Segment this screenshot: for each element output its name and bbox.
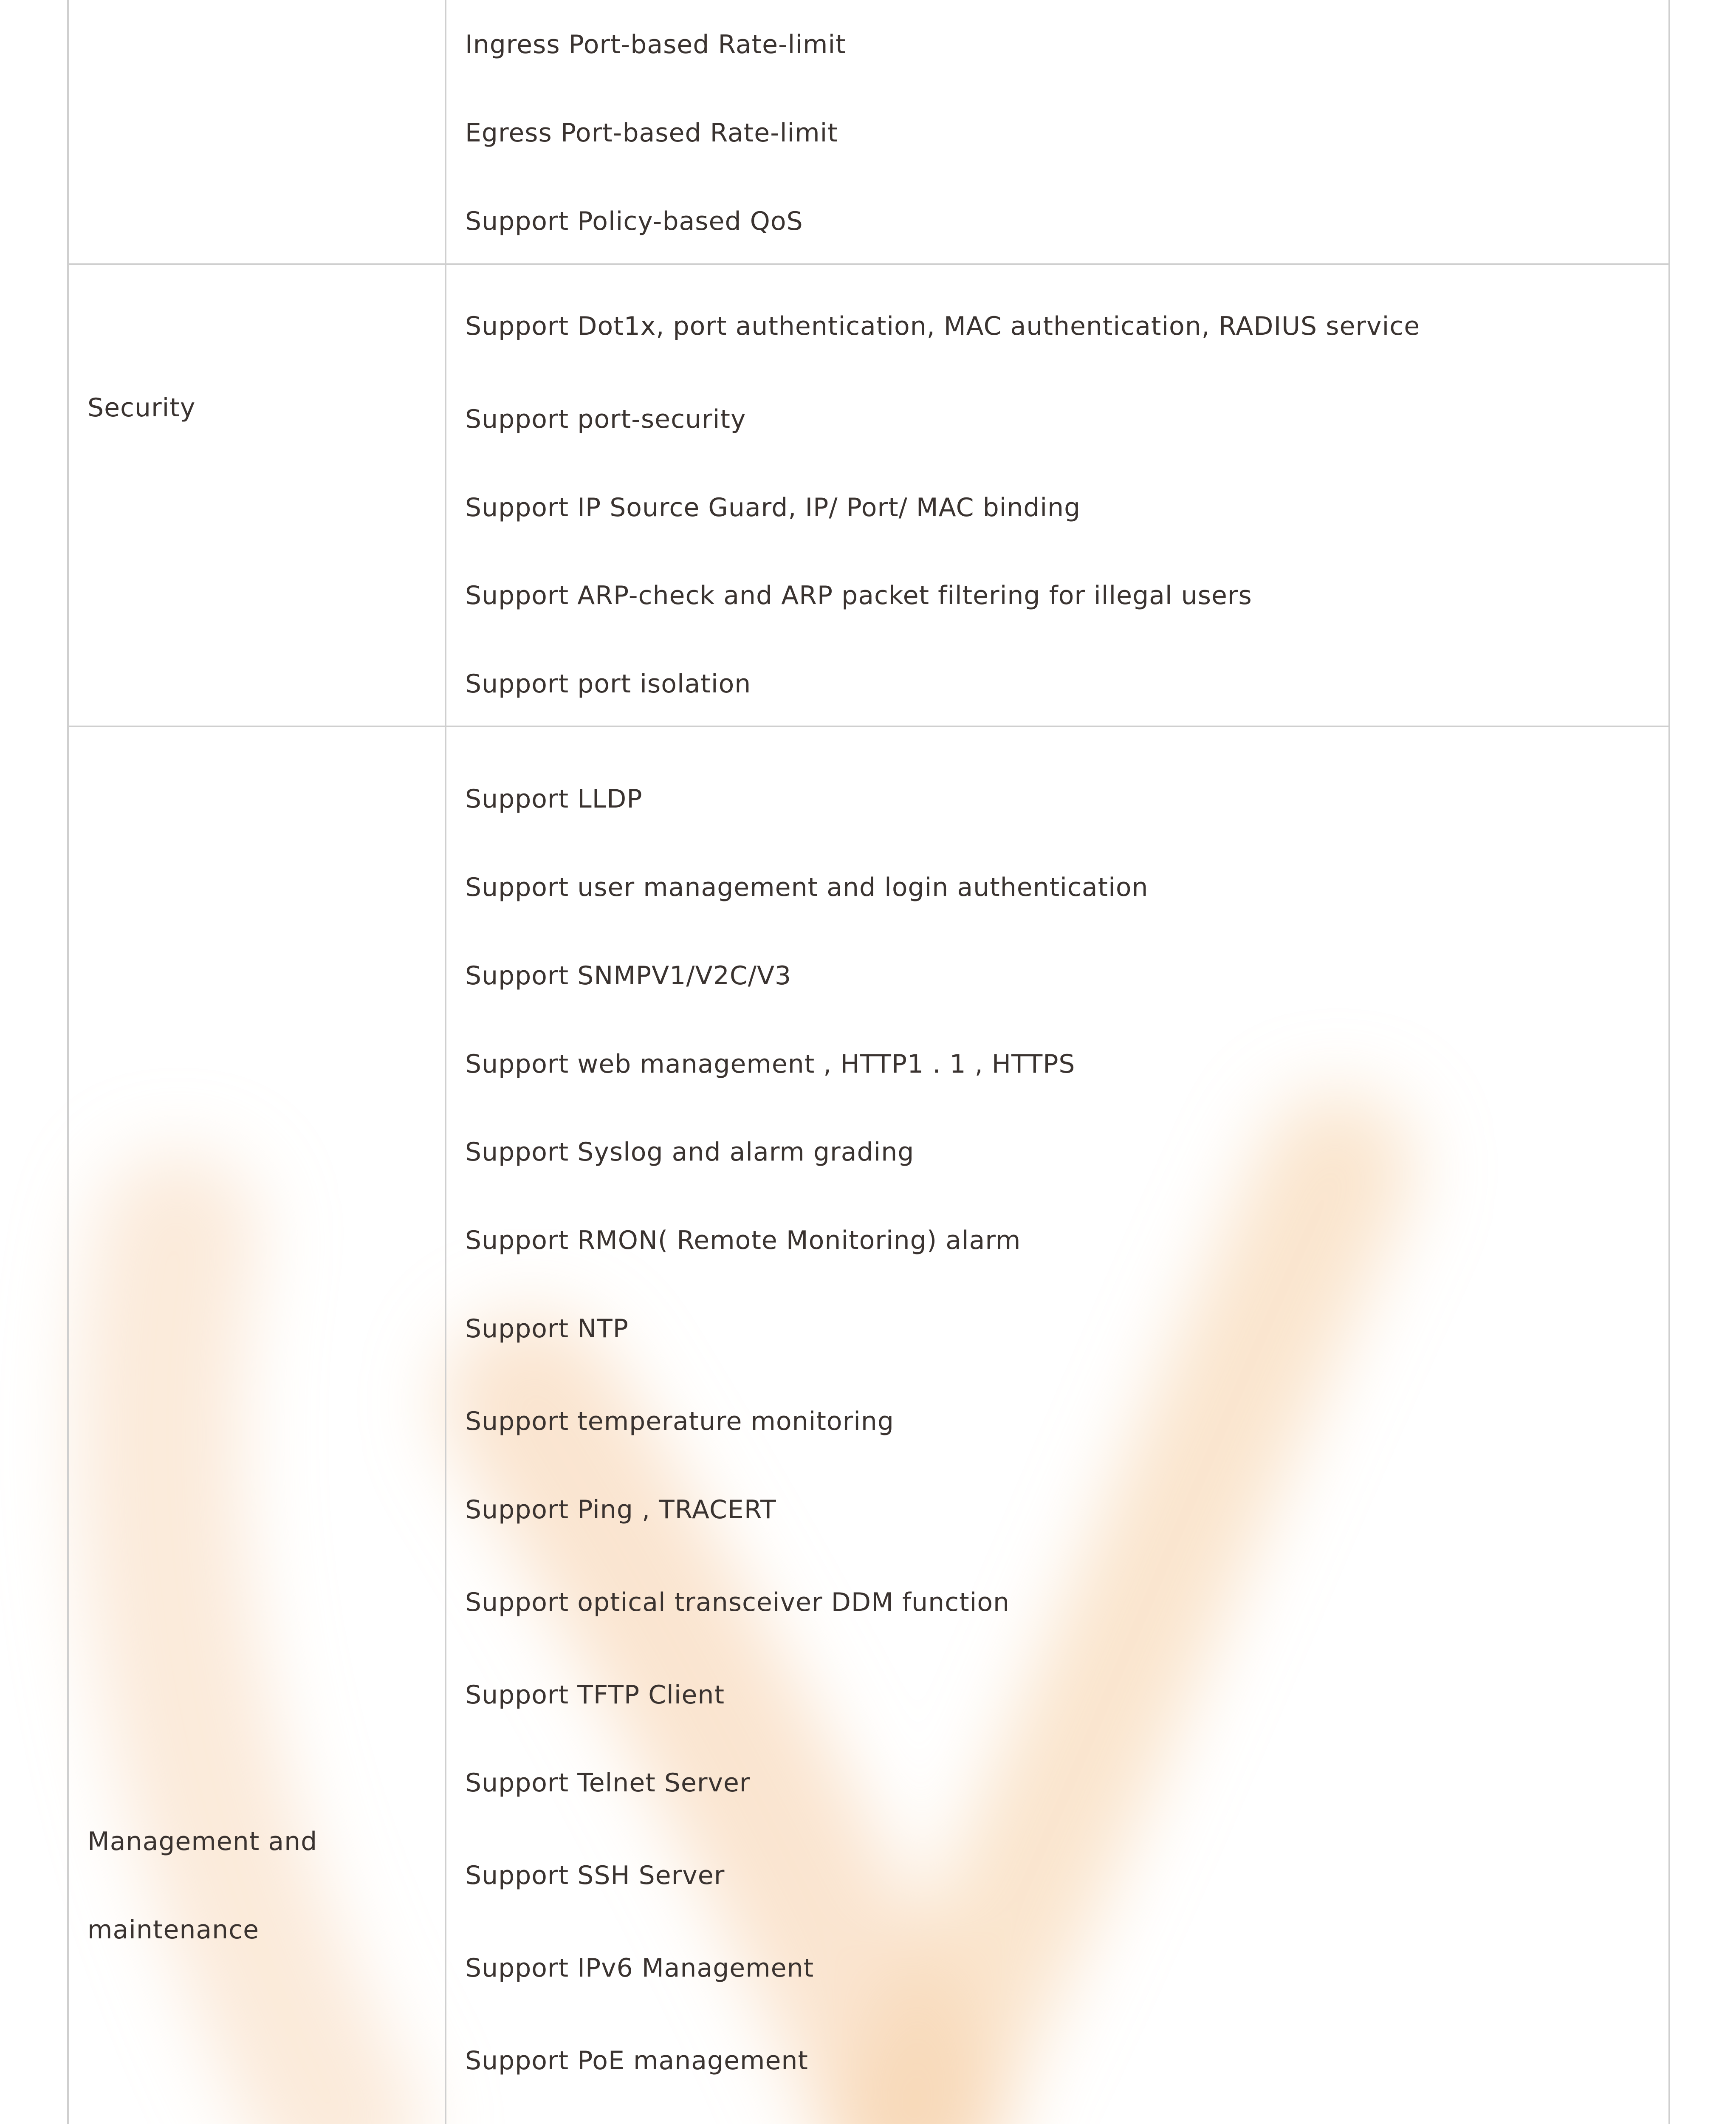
list-item: Support RMON( Remote Monitoring) alarm [465, 1226, 1021, 1255]
list-item: Support port-security [465, 404, 746, 434]
list-item: Support user management and login authentication [465, 873, 1149, 902]
list-item: Support SNMPV1/V2C/V3 [465, 961, 792, 991]
list-item: Support Dot1x, port authentication, MAC authentication, RADIUS service [465, 311, 1420, 341]
column-divider [445, 0, 446, 2124]
list-item: Support TFTP Client [465, 1680, 725, 1710]
list-item: Support NTP [465, 1314, 629, 1344]
category-label-management: Management and [88, 1827, 318, 1856]
list-item: Support optical transceiver DDM function [465, 1587, 1010, 1617]
list-item: Egress Port-based Rate-limit [465, 118, 838, 148]
category-label-management-line2: maintenance [88, 1915, 260, 1945]
list-item: Support LLDP [465, 784, 643, 814]
list-item: Support Ping , TRACERT [465, 1495, 776, 1525]
list-item: Support PoE management [465, 2046, 808, 2076]
list-item: Support IP Source Guard, IP/ Port/ MAC binding [465, 493, 1081, 523]
list-item: Support Telnet Server [465, 1768, 751, 1798]
row-divider [69, 263, 1668, 265]
list-item: Support Policy-based QoS [465, 206, 803, 236]
list-item: Ingress Port-based Rate-limit [465, 30, 846, 59]
row-divider [69, 726, 1668, 727]
category-label-security: Security [88, 393, 196, 423]
list-item: Support IPv6 Management [465, 1953, 814, 1983]
list-item: Support SSH Server [465, 1861, 725, 1890]
list-item: Support ARP-check and ARP packet filtering for illegal users [465, 581, 1252, 610]
list-item: Support web management , HTTP1 . 1 , HTTPS [465, 1049, 1075, 1079]
list-item: Support temperature monitoring [465, 1407, 895, 1436]
spec-table [67, 0, 1670, 2124]
list-item: Support Syslog and alarm grading [465, 1137, 915, 1167]
list-item: Support port isolation [465, 669, 751, 699]
